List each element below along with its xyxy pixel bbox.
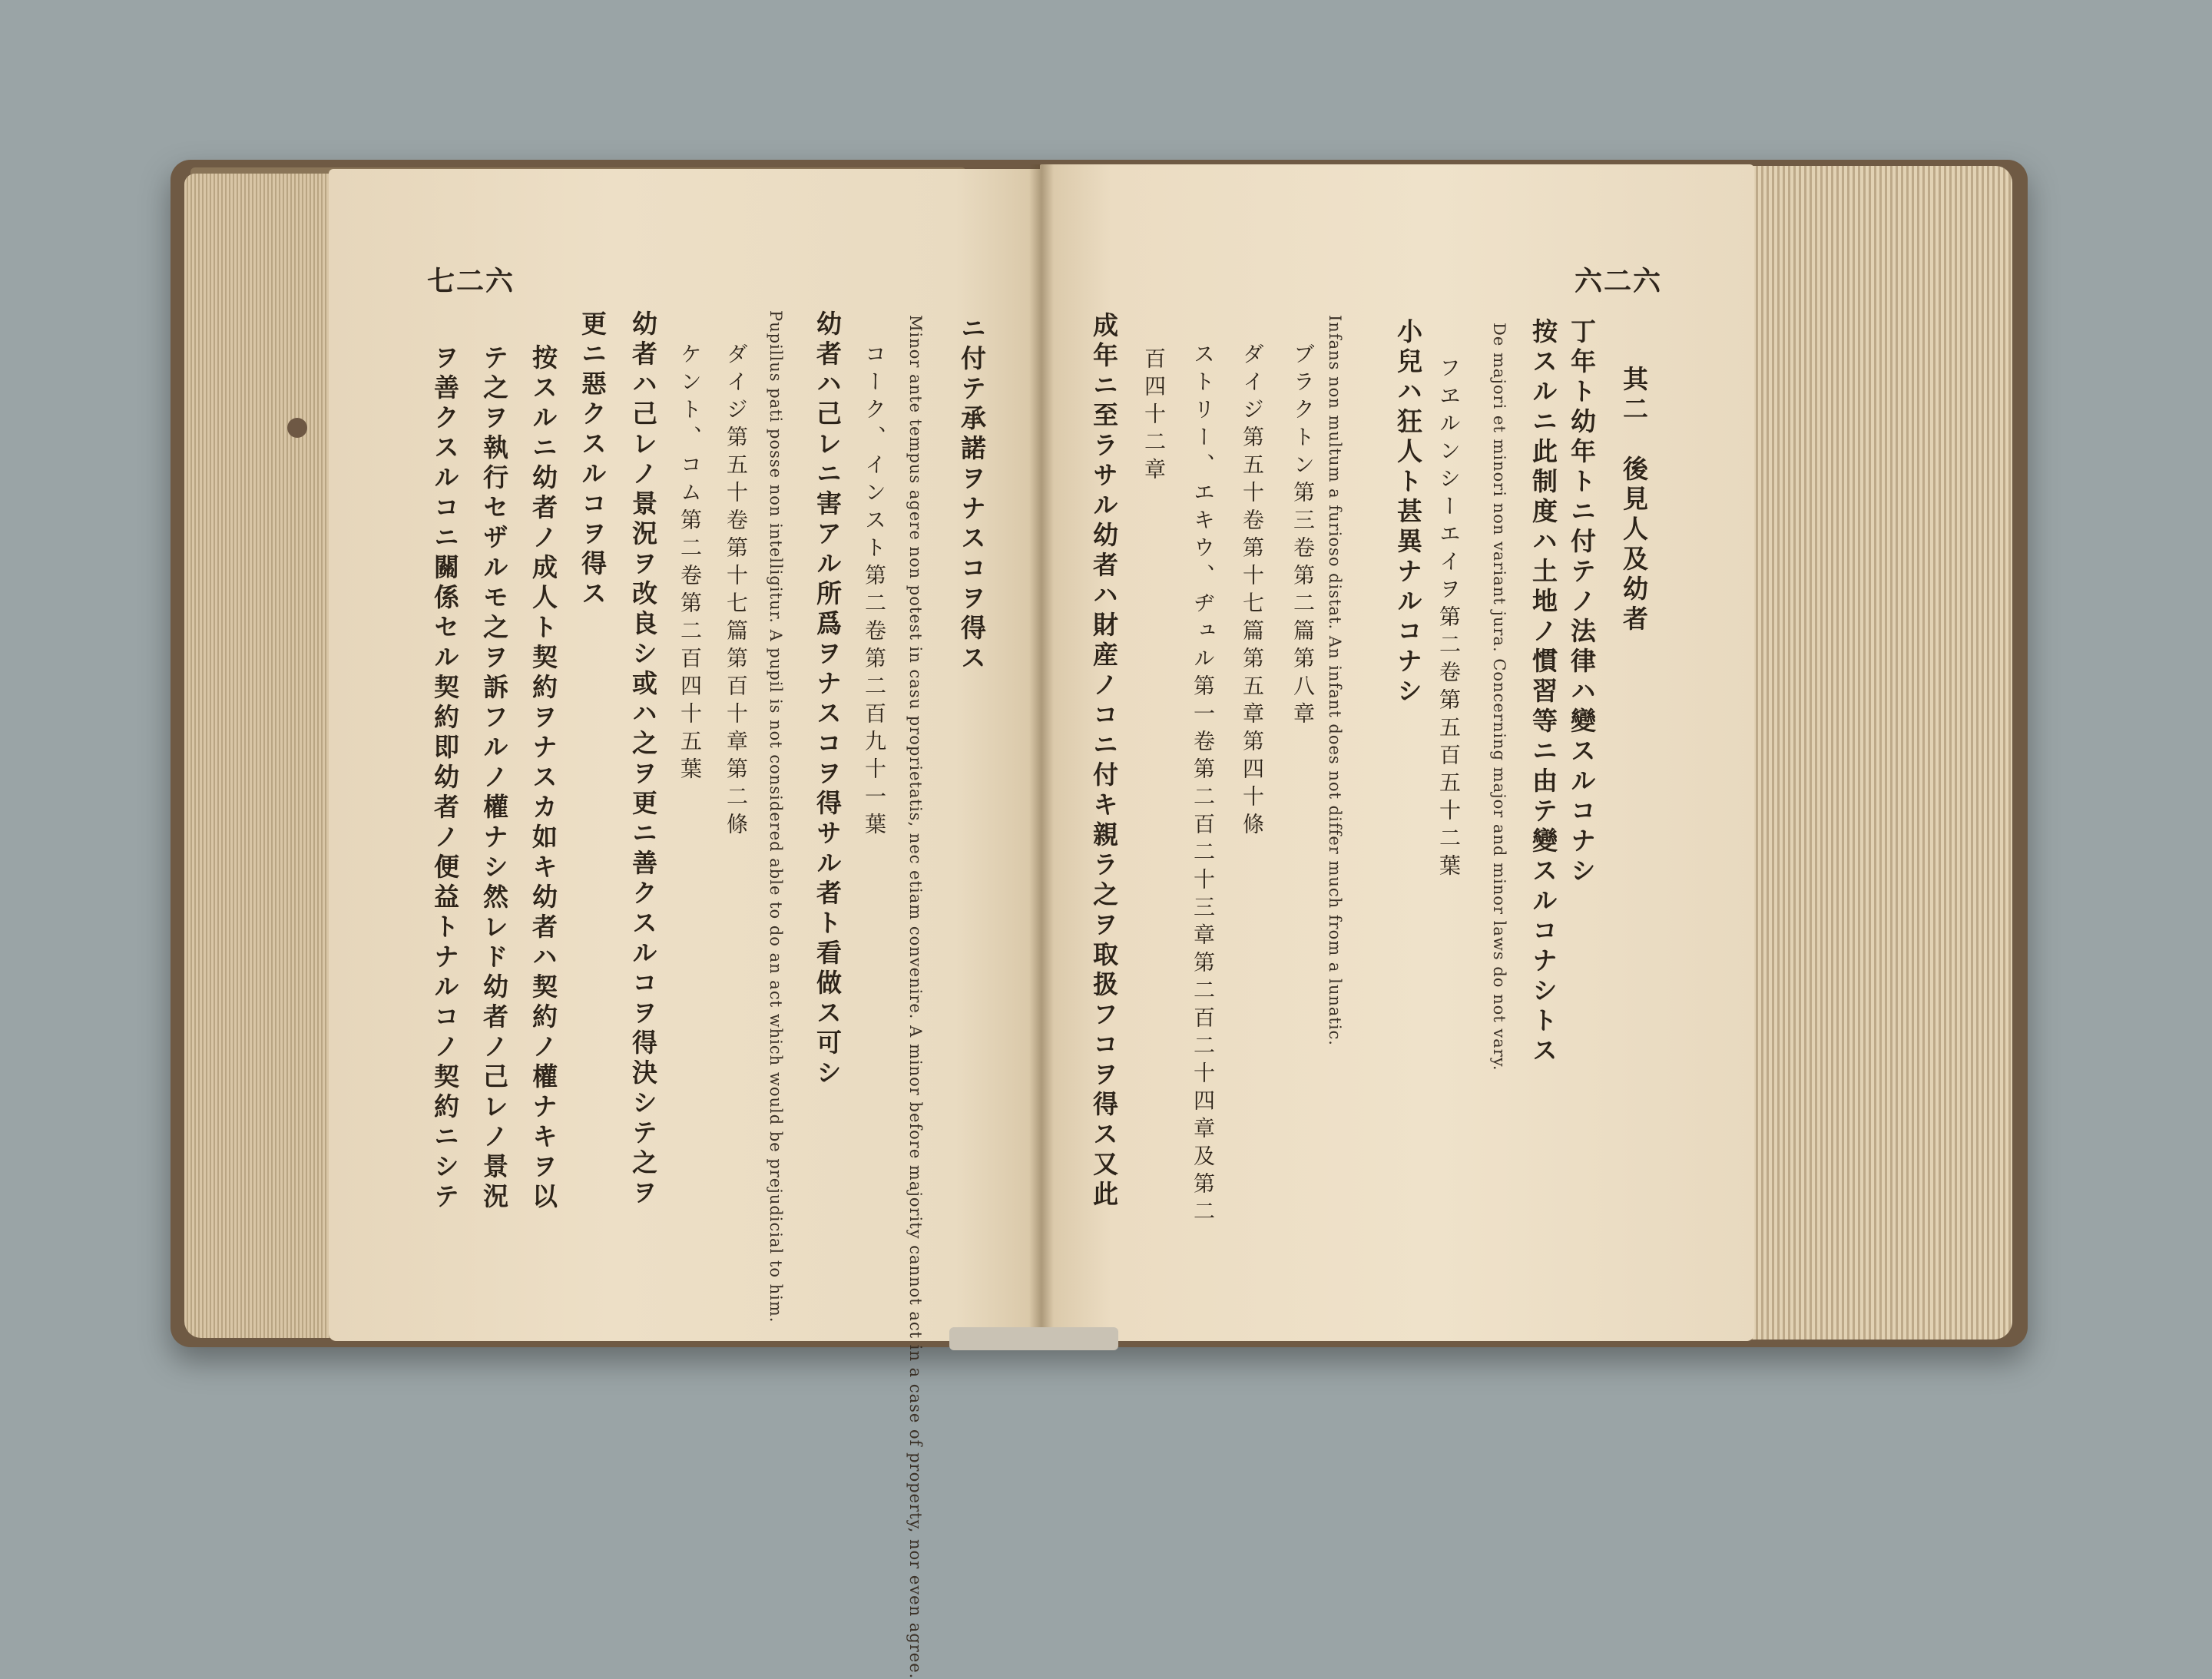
left-maxim-2-japanese: 幼者ハ己レニ害アル所爲ヲナスコヲ得サル者ト看做ス可シ <box>813 310 843 1089</box>
left-maxim-3: 幼者ハ己レノ景況ヲ改良シ或ハ之ヲ更ニ善クスルコヲ得決シテ之ヲ <box>628 310 658 1209</box>
right-citation-4: ストリー、エキウ、ヂュル第一卷第二百二十三章第二百二十四章及第二 <box>1190 343 1216 1227</box>
right-maxim-japanese: 丁年ト幼年トニ付テノ法律ハ變スルコナシ <box>1567 318 1597 887</box>
left-maxim-3-cont: 更ニ惡クスルコヲ得ス <box>578 310 608 610</box>
book-gutter <box>1029 164 1054 1341</box>
left-citation-2: ダイジ第五十卷第十七篇第百十章第二條 <box>724 343 749 840</box>
left-citation-3: ケント、コム第二卷第二百四十五葉 <box>677 343 703 785</box>
right-section-heading: 其二 後見人及幼者 <box>1619 366 1649 635</box>
right-citation-4-cont: 百四十二章 <box>1141 347 1167 485</box>
left-maxim-english: Minor ante tempus agere non potest in casu proprietatis, nec etiam convenire. A minor before majority cannot act in a case of property, nor even agree. <box>906 315 925 1679</box>
right-commentary-2: 成年ニ至ラサル幼者ハ財産ノコニ付キ親ラ之ヲ取扱フコヲ得ス又此 <box>1089 312 1119 1210</box>
left-commentary: 按スルニ幼者ノ成人ト契約ヲナスカ如キ幼者ハ契約ノ權ナキヲ以 <box>528 344 558 1213</box>
left-page-number: 七二六 <box>427 265 515 297</box>
left-commentary-cont-1: テ之ヲ執行セザルモ之ヲ訴フルノ權ナシ然レド幼者ノ己レノ景況 <box>479 344 509 1213</box>
right-commentary: 按スルニ此制度ハ土地ノ慣習等ニ由テ變スルコナシトス <box>1528 318 1558 1067</box>
right-maxim-2-japanese: 小兒ハ狂人ト甚異ナルコナシ <box>1393 318 1423 707</box>
page-hole <box>287 418 307 438</box>
right-page-number: 六二六 <box>1575 265 1663 297</box>
left-citation-1: コーク、インスト第二卷第二百九十一葉 <box>862 343 887 840</box>
right-maxim-english: De majori et minori non variant jura. Concerning major and minor laws do not vary. <box>1490 323 1508 1071</box>
right-citation-1: フヱルンシーエイヲ第二卷第五百五十二葉 <box>1436 356 1462 882</box>
spine-bottom <box>949 1327 1118 1350</box>
right-maxim-2-english: Infans non multum a furioso distat. An infant does not differ much from a lunatic. <box>1326 315 1344 1046</box>
left-commentary-cont-2: ヲ善クスルコニ關係セル契約即幼者ノ便益トナルコノ契約ニシテ <box>430 344 460 1213</box>
right-citation-3: ダイジ第五十卷第十七篇第五章第四十條 <box>1240 343 1265 840</box>
right-citation-2: ブラクトン第三卷第二篇第八章 <box>1290 343 1316 730</box>
left-continuation: ニ付テ承諾ヲナスコヲ得ス <box>957 315 987 674</box>
left-maxim-2-english: Pupillus pati posse non intelligitur. A pupil is not considered able to do an act which would be prejudicial to him. <box>767 310 785 1323</box>
